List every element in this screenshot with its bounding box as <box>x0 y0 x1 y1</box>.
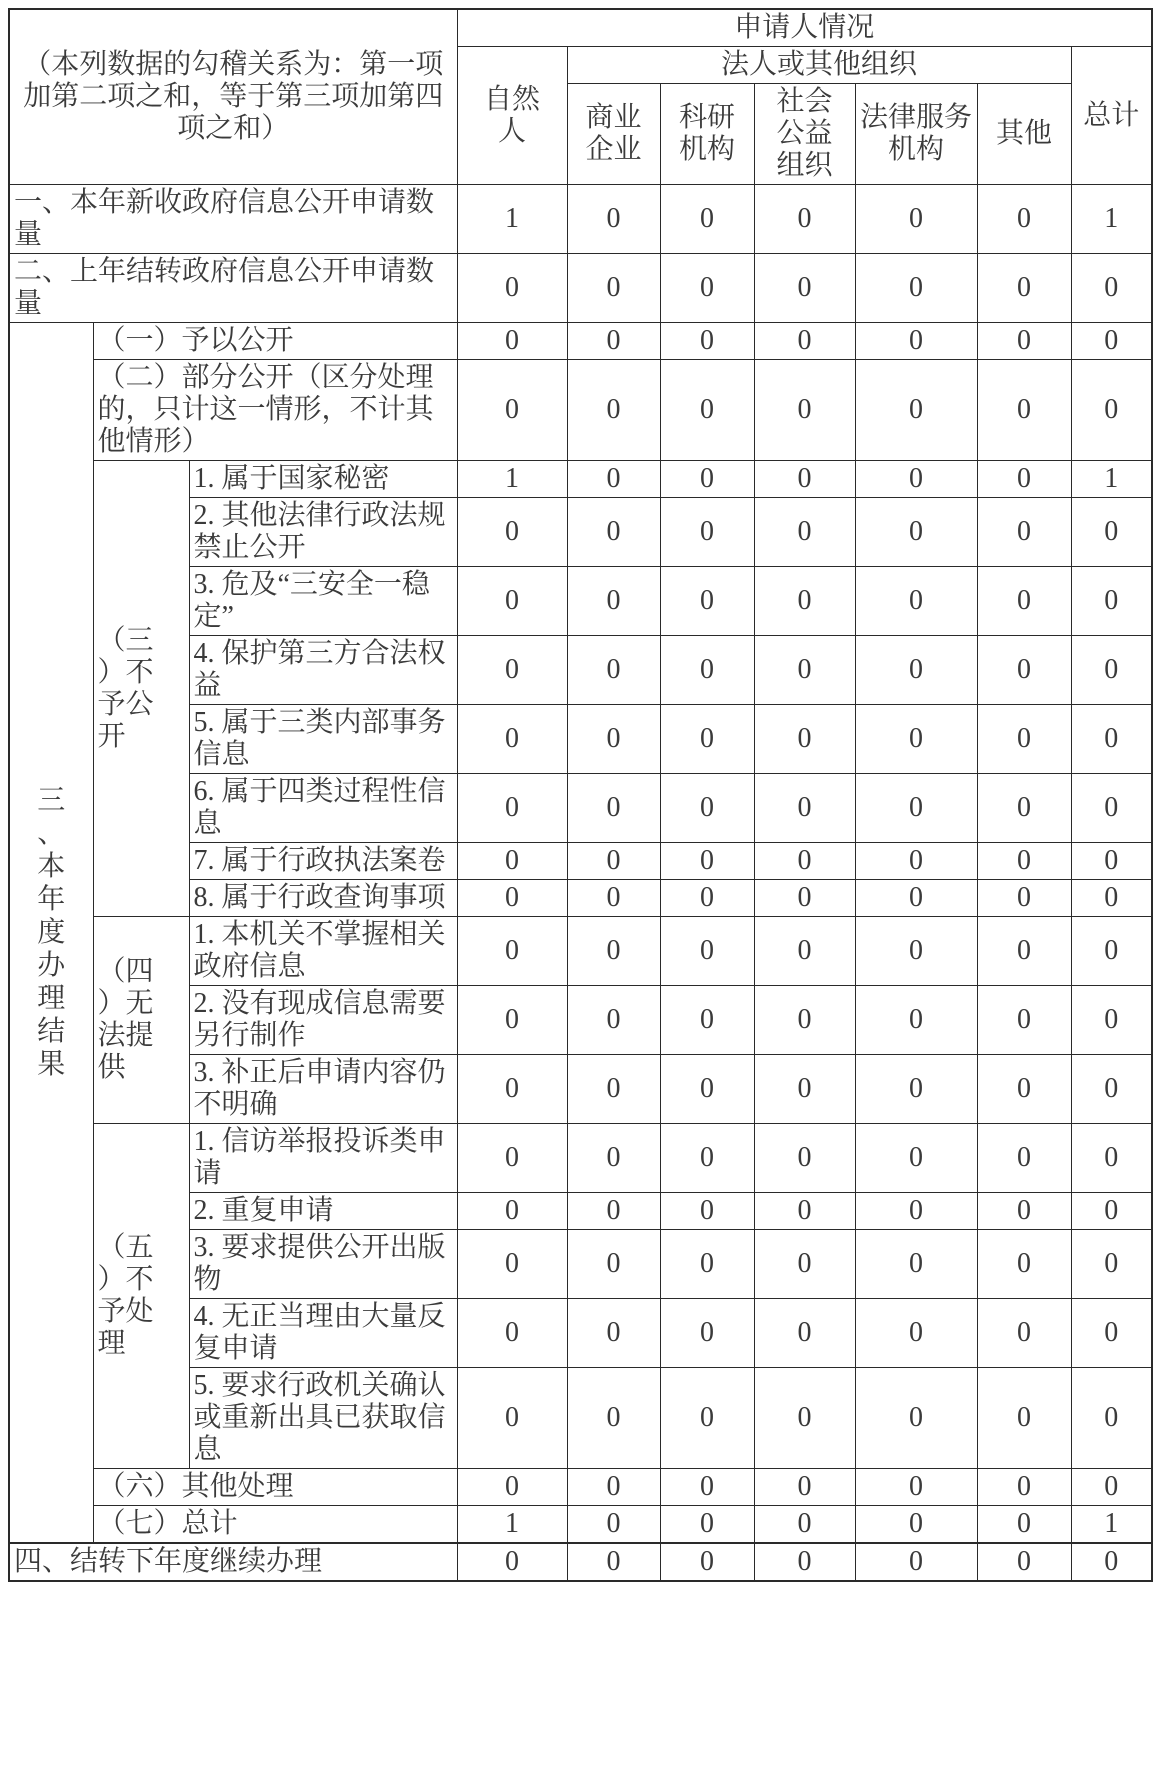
value-cell: 0 <box>855 774 977 843</box>
value-cell: 0 <box>754 323 855 360</box>
value-cell: 0 <box>754 774 855 843</box>
value-cell: 0 <box>660 636 754 705</box>
value-cell: 0 <box>567 254 660 323</box>
value-cell: 0 <box>855 323 977 360</box>
value-cell: 0 <box>754 986 855 1055</box>
value-cell: 0 <box>977 1230 1071 1299</box>
value-cell: 0 <box>855 1055 977 1124</box>
value-cell: 0 <box>1071 360 1152 461</box>
value-cell: 1 <box>1071 1506 1152 1544</box>
row-granted-label: （一）予以公开 <box>93 323 457 360</box>
header-natural-person-label: 自然人 <box>484 83 541 147</box>
value-cell: 0 <box>457 1124 567 1193</box>
value-cell: 0 <box>567 1506 660 1544</box>
value-cell: 0 <box>457 1230 567 1299</box>
row-subtotal <box>9 1506 1152 1544</box>
header-social-org-label: 社会公益组织 <box>776 86 833 181</box>
value-cell: 0 <box>567 1230 660 1299</box>
value-cell: 0 <box>977 185 1071 254</box>
value-cell: 0 <box>660 498 754 567</box>
value-cell: 0 <box>1071 986 1152 1055</box>
value-cell: 0 <box>977 774 1071 843</box>
value-cell: 0 <box>855 1299 977 1368</box>
row-partial-label: （二）部分公开（区分处理的，只计这一情形，不计其他情形） <box>93 360 457 461</box>
value-cell: 0 <box>754 1543 855 1581</box>
value-cell: 0 <box>567 636 660 705</box>
header-other: 其他 <box>977 84 1071 185</box>
value-cell: 0 <box>1071 1230 1152 1299</box>
row-carry-to-next-year <box>9 1543 1152 1581</box>
value-cell: 0 <box>1071 1124 1152 1193</box>
value-cell: 0 <box>660 774 754 843</box>
value-cell: 0 <box>855 1543 977 1581</box>
value-cell: 0 <box>457 917 567 986</box>
header-business <box>567 84 660 185</box>
value-cell: 0 <box>754 185 855 254</box>
value-cell: 0 <box>855 360 977 461</box>
value-cell: 0 <box>1071 1368 1152 1469</box>
value-cell: 0 <box>977 498 1071 567</box>
value-cell: 0 <box>977 843 1071 880</box>
row-not-process-3-label: 3. 要求提供公开出版物 <box>189 1230 457 1299</box>
value-cell: 0 <box>660 185 754 254</box>
value-cell: 0 <box>567 323 660 360</box>
value-cell: 0 <box>754 1055 855 1124</box>
value-cell: 0 <box>567 774 660 843</box>
value-cell: 0 <box>457 843 567 880</box>
value-cell: 0 <box>977 1055 1071 1124</box>
row-not-disclose-1-label: 1. 属于国家秘密 <box>189 461 457 498</box>
value-cell: 0 <box>855 498 977 567</box>
value-cell: 0 <box>457 1469 567 1506</box>
value-cell: 0 <box>567 880 660 917</box>
value-cell: 0 <box>977 1193 1071 1230</box>
value-cell: 0 <box>754 1124 855 1193</box>
value-cell: 0 <box>977 1506 1071 1544</box>
row-new-received-label: 一、本年新收政府信息公开申请数量 <box>9 185 457 254</box>
row-not-disclose-1 <box>9 461 1152 498</box>
value-cell: 0 <box>977 880 1071 917</box>
value-cell: 0 <box>1071 1055 1152 1124</box>
value-cell: 0 <box>754 705 855 774</box>
value-cell: 0 <box>855 843 977 880</box>
value-cell: 0 <box>457 1368 567 1469</box>
value-cell: 0 <box>660 360 754 461</box>
value-cell: 0 <box>660 880 754 917</box>
value-cell: 0 <box>567 1124 660 1193</box>
value-cell: 0 <box>855 917 977 986</box>
section3-vertical-label-cell <box>9 323 93 1544</box>
value-cell: 0 <box>754 461 855 498</box>
value-cell: 0 <box>1071 843 1152 880</box>
value-cell: 0 <box>977 461 1071 498</box>
value-cell: 0 <box>855 986 977 1055</box>
row-carry-to-next-year-label: 四、结转下年度继续办理 <box>9 1543 457 1581</box>
value-cell: 0 <box>457 636 567 705</box>
group-not-process-label: （五）不予处理 <box>97 1232 154 1359</box>
value-cell: 0 <box>1071 323 1152 360</box>
value-cell: 0 <box>754 254 855 323</box>
value-cell: 0 <box>977 360 1071 461</box>
value-cell: 0 <box>457 1543 567 1581</box>
row-not-process-1-label: 1. 信访举报投诉类申请 <box>189 1124 457 1193</box>
value-cell: 0 <box>567 1193 660 1230</box>
value-cell: 1 <box>1071 461 1152 498</box>
value-cell: 0 <box>660 1543 754 1581</box>
value-cell: 0 <box>754 843 855 880</box>
row-not-disclose-2-label: 2. 其他法律行政法规禁止公开 <box>189 498 457 567</box>
value-cell: 0 <box>855 1193 977 1230</box>
value-cell: 0 <box>660 1299 754 1368</box>
value-cell: 0 <box>567 1543 660 1581</box>
value-cell: 0 <box>567 705 660 774</box>
row-not-disclose-6-label: 6. 属于四类过程性信息 <box>189 774 457 843</box>
value-cell: 0 <box>567 1055 660 1124</box>
value-cell: 0 <box>754 1230 855 1299</box>
row-carried-from-last-year-label: 二、上年结转政府信息公开申请数量 <box>9 254 457 323</box>
group-unable-provide-label: （四）无法提供 <box>97 956 154 1083</box>
value-cell: 0 <box>567 185 660 254</box>
row-unable-provide-1 <box>9 917 1152 986</box>
group-not-disclose-cell <box>93 461 189 917</box>
value-cell: 0 <box>1071 774 1152 843</box>
row-not-process-2-label: 2. 重复申请 <box>189 1193 457 1230</box>
value-cell: 1 <box>1071 185 1152 254</box>
value-cell: 0 <box>977 323 1071 360</box>
value-cell: 0 <box>660 1506 754 1544</box>
value-cell: 0 <box>457 323 567 360</box>
value-cell: 0 <box>1071 705 1152 774</box>
value-cell: 0 <box>754 1368 855 1469</box>
value-cell: 0 <box>754 1299 855 1368</box>
value-cell: 0 <box>977 254 1071 323</box>
value-cell: 0 <box>754 360 855 461</box>
value-cell: 0 <box>567 986 660 1055</box>
row-not-disclose-4-label: 4. 保护第三方合法权益 <box>189 636 457 705</box>
header-business-label: 商业企业 <box>585 102 642 165</box>
value-cell: 0 <box>457 254 567 323</box>
value-cell: 0 <box>977 1368 1071 1469</box>
value-cell: 0 <box>754 636 855 705</box>
value-cell: 0 <box>660 461 754 498</box>
value-cell: 0 <box>855 880 977 917</box>
value-cell: 0 <box>660 1193 754 1230</box>
row-partial <box>9 360 1152 461</box>
header-total: 总计 <box>1071 47 1152 185</box>
row-unable-provide-3-label: 3. 补正后申请内容仍不明确 <box>189 1055 457 1124</box>
value-cell: 0 <box>754 1193 855 1230</box>
header-natural-person <box>457 47 567 185</box>
row-subtotal-label: （七）总计 <box>93 1506 457 1544</box>
value-cell: 0 <box>660 917 754 986</box>
row-unable-provide-1-label: 1. 本机关不掌握相关政府信息 <box>189 917 457 986</box>
application-statistics-table <box>8 8 1153 1582</box>
value-cell: 0 <box>567 1299 660 1368</box>
value-cell: 0 <box>977 705 1071 774</box>
value-cell: 0 <box>567 360 660 461</box>
row-new-received <box>9 185 1152 254</box>
header-research <box>660 84 754 185</box>
value-cell: 0 <box>567 917 660 986</box>
value-cell: 0 <box>1071 1299 1152 1368</box>
value-cell: 0 <box>977 986 1071 1055</box>
row-not-disclose-5-label: 5. 属于三类内部事务信息 <box>189 705 457 774</box>
value-cell: 0 <box>855 636 977 705</box>
value-cell: 0 <box>754 880 855 917</box>
value-cell: 0 <box>660 1469 754 1506</box>
header-row-1 <box>9 9 1152 47</box>
value-cell: 0 <box>457 705 567 774</box>
row-other-handling-label: （六）其他处理 <box>93 1469 457 1506</box>
value-cell: 0 <box>855 461 977 498</box>
value-cell: 0 <box>660 323 754 360</box>
value-cell: 0 <box>1071 917 1152 986</box>
group-not-disclose-label: （三）不予公开 <box>97 624 154 752</box>
value-cell: 0 <box>567 461 660 498</box>
row-not-process-1 <box>9 1124 1152 1193</box>
value-cell: 0 <box>567 1469 660 1506</box>
value-cell: 0 <box>754 1469 855 1506</box>
value-cell: 0 <box>1071 636 1152 705</box>
value-cell: 0 <box>660 254 754 323</box>
header-research-label: 科研机构 <box>679 102 736 165</box>
value-cell: 0 <box>754 567 855 636</box>
value-cell: 0 <box>1071 1543 1152 1581</box>
row-granted <box>9 323 1152 360</box>
value-cell: 0 <box>457 1055 567 1124</box>
value-cell: 0 <box>660 843 754 880</box>
group-not-process-cell <box>93 1124 189 1469</box>
value-cell: 1 <box>457 461 567 498</box>
value-cell: 0 <box>1071 567 1152 636</box>
value-cell: 0 <box>977 1124 1071 1193</box>
row-not-process-4-label: 4. 无正当理由大量反复申请 <box>189 1299 457 1368</box>
value-cell: 0 <box>567 498 660 567</box>
value-cell: 0 <box>660 1124 754 1193</box>
row-carried-from-last-year <box>9 254 1152 323</box>
value-cell: 0 <box>457 360 567 461</box>
value-cell: 0 <box>660 1055 754 1124</box>
section3-vertical-label: 三、本年度办理结果 <box>37 785 66 1080</box>
row-unable-provide-2-label: 2. 没有现成信息需要另行制作 <box>189 986 457 1055</box>
header-legal-or-other-org: 法人或其他组织 <box>567 47 1071 84</box>
row-not-disclose-7-label: 7. 属于行政执法案卷 <box>189 843 457 880</box>
row-not-disclose-8-label: 8. 属于行政查询事项 <box>189 880 457 917</box>
value-cell: 0 <box>660 1230 754 1299</box>
value-cell: 0 <box>855 1368 977 1469</box>
row-other-handling <box>9 1469 1152 1506</box>
value-cell: 0 <box>855 1124 977 1193</box>
value-cell: 0 <box>1071 498 1152 567</box>
value-cell: 0 <box>567 567 660 636</box>
value-cell: 0 <box>660 1368 754 1469</box>
value-cell: 0 <box>1071 880 1152 917</box>
value-cell: 0 <box>660 705 754 774</box>
value-cell: 0 <box>855 1469 977 1506</box>
value-cell: 0 <box>977 917 1071 986</box>
value-cell: 0 <box>457 567 567 636</box>
value-cell: 0 <box>977 1469 1071 1506</box>
value-cell: 0 <box>567 843 660 880</box>
value-cell: 0 <box>1071 1469 1152 1506</box>
value-cell: 0 <box>977 1543 1071 1581</box>
value-cell: 0 <box>855 705 977 774</box>
value-cell: 0 <box>855 1230 977 1299</box>
value-cell: 0 <box>457 880 567 917</box>
header-social-org <box>754 84 855 185</box>
header-legal-service: 法律服务机构 <box>855 84 977 185</box>
row-not-disclose-3-label: 3. 危及“三安全一稳定” <box>189 567 457 636</box>
value-cell: 0 <box>977 636 1071 705</box>
value-cell: 0 <box>754 917 855 986</box>
header-applicant-status: 申请人情况 <box>457 9 1152 47</box>
value-cell: 0 <box>457 1193 567 1230</box>
note-cell: （本列数据的勾稽关系为：第一项加第二项之和，等于第三项加第四项之和） <box>9 9 457 185</box>
value-cell: 0 <box>457 986 567 1055</box>
value-cell: 0 <box>855 185 977 254</box>
value-cell: 0 <box>754 1506 855 1544</box>
value-cell: 0 <box>457 774 567 843</box>
value-cell: 0 <box>855 567 977 636</box>
value-cell: 0 <box>457 1299 567 1368</box>
value-cell: 0 <box>855 254 977 323</box>
value-cell: 0 <box>977 1299 1071 1368</box>
value-cell: 1 <box>457 1506 567 1544</box>
value-cell: 0 <box>1071 254 1152 323</box>
value-cell: 0 <box>754 498 855 567</box>
value-cell: 0 <box>1071 1193 1152 1230</box>
group-unable-provide-cell <box>93 917 189 1124</box>
value-cell: 1 <box>457 185 567 254</box>
row-not-process-5-label: 5. 要求行政机关确认或重新出具已获取信息 <box>189 1368 457 1469</box>
value-cell: 0 <box>977 567 1071 636</box>
value-cell: 0 <box>567 1368 660 1469</box>
value-cell: 0 <box>855 1506 977 1544</box>
value-cell: 0 <box>457 498 567 567</box>
value-cell: 0 <box>660 986 754 1055</box>
value-cell: 0 <box>660 567 754 636</box>
